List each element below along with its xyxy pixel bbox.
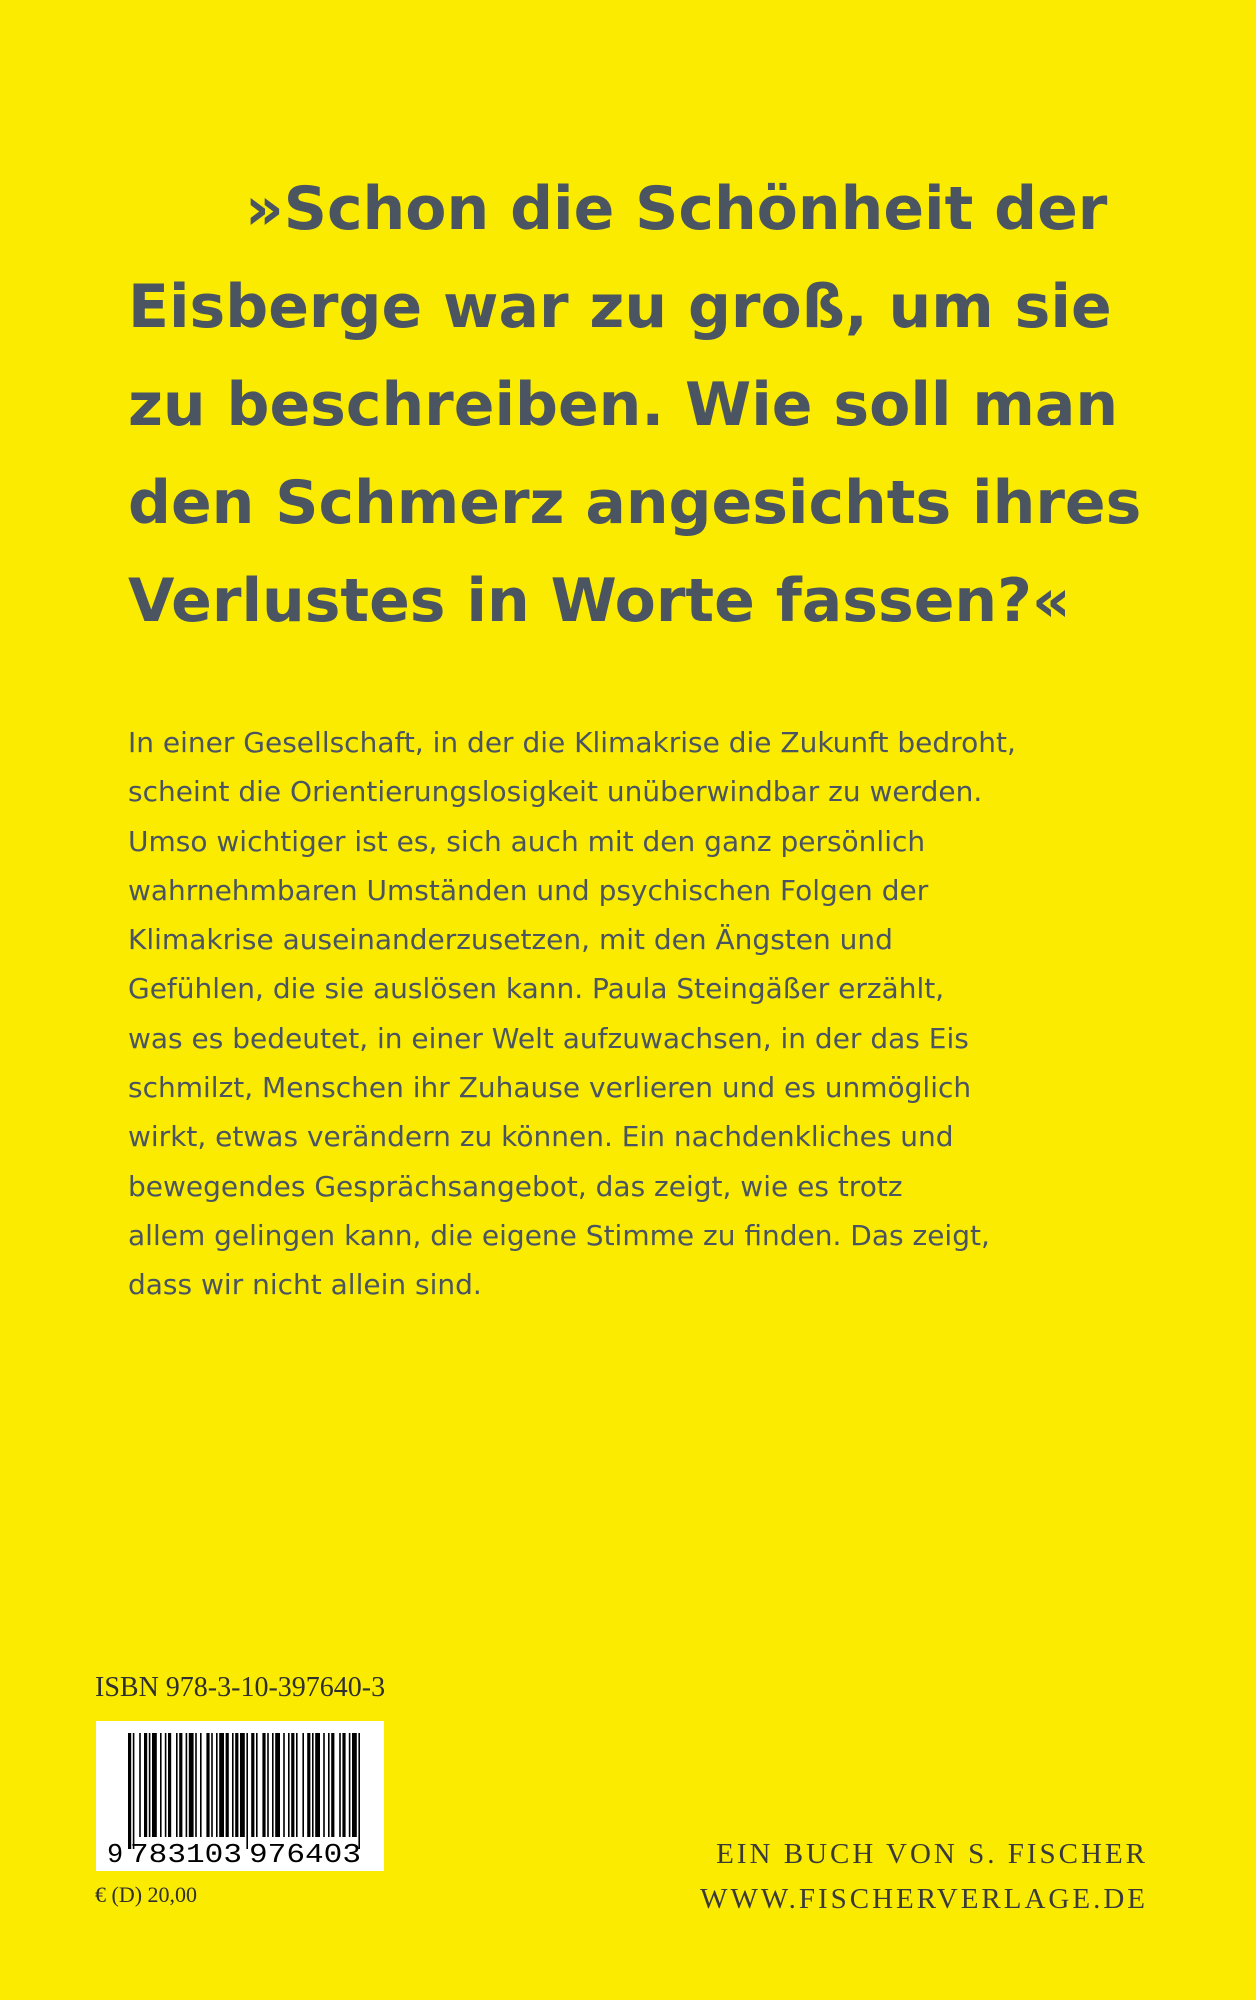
barcode-bar — [342, 1733, 345, 1837]
barcode-bar — [256, 1733, 258, 1837]
barcode-bar — [349, 1733, 351, 1837]
barcode-bar — [275, 1733, 280, 1837]
quote-line: Eisberge war zu groß, um sie — [128, 272, 1112, 342]
barcode-bar — [149, 1733, 151, 1837]
barcode-bar — [246, 1733, 248, 1849]
publisher-name: EIN BUCH VON S. FISCHER — [716, 1838, 1148, 1870]
quote-line: Verlustes in Worte fassen?« — [128, 566, 1071, 636]
barcode-bar — [291, 1733, 294, 1837]
quote-line: den Schmerz angesichts ihres — [128, 468, 1142, 538]
barcode-bar — [179, 1733, 182, 1837]
blurb-line: was es bedeutet, in einer Welt aufzuwachsen, in der das Eis — [128, 1021, 969, 1055]
barcode-bar — [160, 1733, 162, 1837]
barcode-digits-left: 783103 — [130, 1841, 242, 1871]
blurb-line: scheint die Orientierungslosigkeit unüberwindbar zu werden. — [128, 775, 983, 809]
barcode-bar — [211, 1733, 213, 1837]
pull-quote — [128, 160, 1148, 650]
barcode-bar — [288, 1733, 290, 1837]
barcode-bar — [323, 1733, 325, 1837]
publisher-website: WWW.FISCHERVERLAGE.DE — [700, 1883, 1148, 1915]
barcode-bar — [328, 1733, 330, 1837]
blurb-line: Umso wichtiger ist es, sich auch mit den ganz persönlich — [128, 824, 926, 858]
barcode-bar — [219, 1733, 224, 1837]
barcode-bar — [240, 1733, 245, 1837]
blurb-line: Klimakrise auseinanderzusetzen, mit den Ängsten und — [128, 923, 893, 957]
barcode-bar — [302, 1733, 304, 1837]
blurb-line: wirkt, etwas verändern zu können. Ein nachdenkliches und — [128, 1120, 954, 1154]
barcode-bar — [189, 1733, 194, 1837]
barcode-bar — [176, 1733, 178, 1837]
barcode-bar — [152, 1733, 157, 1837]
quote-line: zu beschreiben. Wie soll man — [128, 370, 1119, 440]
barcode-bar — [251, 1733, 254, 1837]
blurb-line: allem gelingen kann, die eigene Stimme zu finden. Das zeigt, — [128, 1218, 990, 1252]
barcode-bar — [315, 1733, 320, 1837]
barcode-bar — [262, 1733, 265, 1837]
quote-line: »Schon die Schönheit der — [245, 174, 1108, 244]
barcode-bar — [307, 1733, 310, 1837]
barcode-bar — [352, 1733, 357, 1837]
barcode-bar — [128, 1733, 131, 1849]
isbn-label: ISBN 978-3-10-397640-3 — [95, 1672, 386, 1703]
blurb-line: schmilzt, Menschen ihr Zuhause verlieren und es unmöglich — [128, 1071, 972, 1105]
barcode-bar — [272, 1733, 274, 1837]
publisher-info — [700, 1832, 1148, 1922]
barcode-bar — [195, 1733, 197, 1837]
barcode-digits-right: 976403 — [249, 1841, 361, 1871]
barcode-bar — [139, 1733, 141, 1837]
barcode-bar — [358, 1733, 360, 1849]
barcode-bar — [267, 1733, 269, 1837]
blurb-text — [128, 718, 1148, 1310]
barcode-bar — [216, 1733, 218, 1837]
barcode-bar — [232, 1733, 234, 1837]
blurb-line: Gefühlen, die sie auslösen kann. Paula Steingäßer erzählt, — [128, 972, 945, 1006]
barcode-bar — [144, 1733, 147, 1837]
blurb-line: bewegendes Gesprächsangebot, das zeigt, wie es trotz — [128, 1169, 903, 1203]
blurb-line: dass wir nicht allein sind. — [128, 1268, 482, 1302]
barcode-bar — [235, 1733, 238, 1837]
barcode-bar — [339, 1733, 341, 1837]
barcode-bar — [283, 1733, 285, 1837]
barcode-bar — [133, 1733, 135, 1849]
barcode-bar — [165, 1733, 167, 1837]
barcode-bar — [312, 1733, 314, 1837]
barcode-bar — [226, 1733, 229, 1837]
barcode — [96, 1721, 384, 1871]
blurb-line: In einer Gesellschaft, in der die Klimakrise die Zukunft bedroht, — [128, 726, 1016, 759]
barcode-bar — [206, 1733, 209, 1837]
barcode-bar — [186, 1733, 188, 1837]
barcode-bar — [200, 1733, 202, 1837]
barcode-bar — [296, 1733, 298, 1837]
price-label: € (D) 20,00 — [95, 1882, 198, 1907]
barcode-digit-first: 9 — [107, 1841, 124, 1871]
barcode-bar — [168, 1733, 171, 1837]
barcode-bar — [331, 1733, 334, 1837]
blurb-line: wahrnehmbaren Umständen und psychischen Folgen der — [128, 873, 929, 907]
